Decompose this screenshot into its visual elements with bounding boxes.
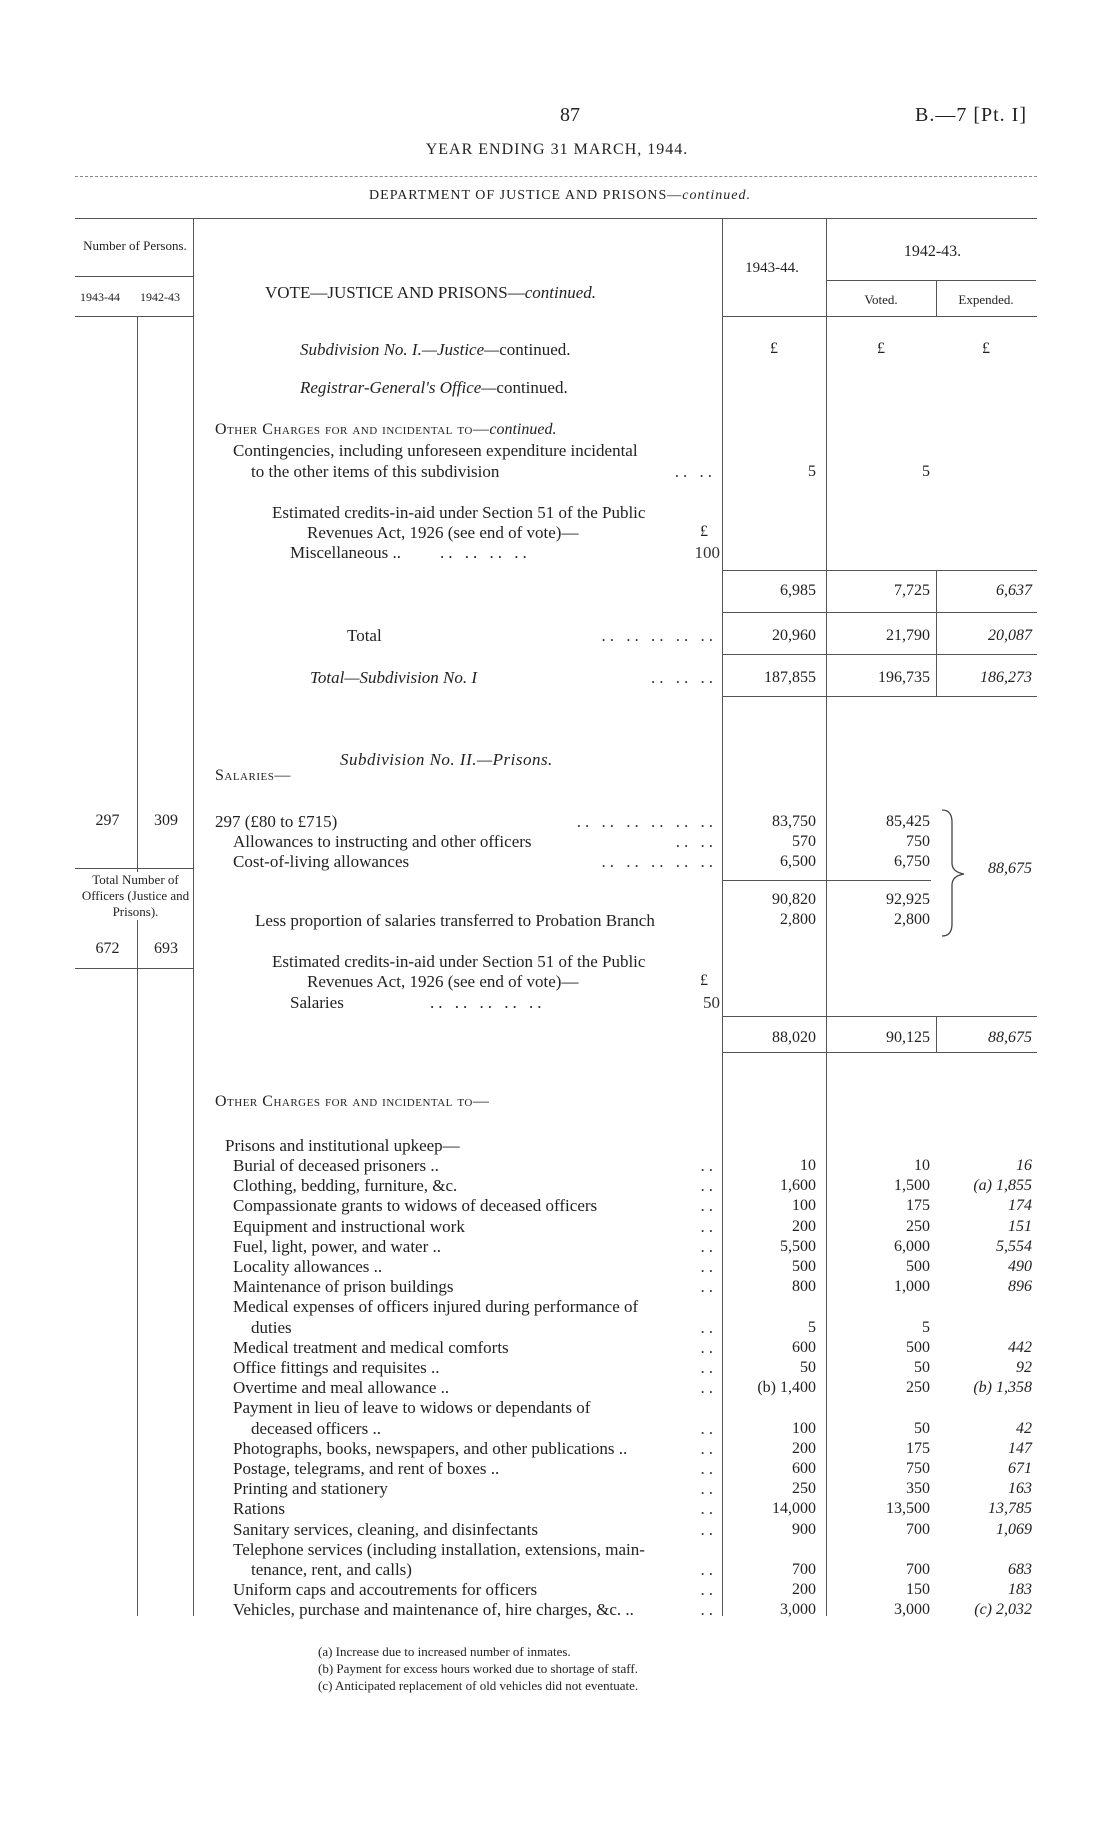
charge-1943: 10 xyxy=(800,1157,816,1174)
charge-expended: 442 xyxy=(1008,1339,1032,1356)
charge-row xyxy=(233,1358,717,1378)
charge-label: deceased officers .. xyxy=(251,1419,381,1438)
sub1-credits-value: 100 xyxy=(694,543,720,562)
charge-voted: 3,000 xyxy=(894,1601,930,1618)
subdivision-1-title xyxy=(300,340,571,360)
charge-expended: 16 xyxy=(1016,1157,1032,1174)
charge-expended: 1,069 xyxy=(996,1521,1032,1538)
total-officers-1942: 693 xyxy=(154,940,178,957)
sub2-credits-item: Salaries xyxy=(290,993,344,1012)
persons-right-rule xyxy=(193,218,194,1616)
total-officers-title: Total Number of Officers (Justice and Prisons). xyxy=(78,872,193,920)
sub2-net-rule xyxy=(722,1016,1037,1017)
document-reference: B.—7 [Pt. I] xyxy=(915,104,1027,126)
charge-1943: 600 xyxy=(792,1460,816,1477)
page-number: 87 xyxy=(560,104,580,126)
leader-dots: .. xyxy=(700,1419,717,1438)
sub1-credits-line-2: Revenues Act, 1926 (see end of vote)— xyxy=(307,523,579,542)
charge-1943: 600 xyxy=(792,1339,816,1356)
contingencies-label: to the other items of this subdivision xyxy=(251,462,500,481)
charge-row xyxy=(233,1297,717,1317)
column-1943-44: 1943-44. xyxy=(745,260,799,276)
sub2-credits-value: 50 xyxy=(703,993,720,1012)
charge-1943: 5,500 xyxy=(780,1238,816,1255)
sub1-subtotal-expended: 6,637 xyxy=(996,582,1032,599)
leader-dots: .. xyxy=(700,1479,717,1498)
persons-1943-header: 1943-44 xyxy=(80,290,120,304)
salary-row xyxy=(233,832,717,852)
charge-row xyxy=(251,1419,717,1439)
charge-row xyxy=(251,1560,717,1580)
sub2-net-1943: 88,020 xyxy=(772,1029,816,1046)
sub1-grand-label: Total—Subdivision No. I xyxy=(310,668,478,687)
charge-voted: 175 xyxy=(906,1197,930,1214)
subdivision-2-title: Subdivision No. II.—Prisons. xyxy=(340,750,553,769)
salary-sum-voted: 92,925 xyxy=(886,891,930,908)
charge-expended: 183 xyxy=(1008,1581,1032,1598)
persons-divider xyxy=(137,316,138,1616)
charge-row xyxy=(233,1237,717,1257)
charge-voted: 13,500 xyxy=(886,1500,930,1517)
sub1-subtotal-rule xyxy=(722,570,1037,571)
charge-voted: 350 xyxy=(906,1480,930,1497)
charge-row xyxy=(251,1318,717,1338)
leader-dots: .. xyxy=(700,1257,717,1276)
charge-label: Uniform caps and accoutrements for officers xyxy=(233,1580,538,1599)
leader-dots: .. xyxy=(700,1277,717,1296)
leader-dots: .. xyxy=(700,1338,717,1357)
charge-label: Overtime and meal allowance .. xyxy=(233,1378,450,1397)
charge-1943: 900 xyxy=(792,1521,816,1538)
less-proportion-label: Less proportion of salaries transferred to Probation Branch xyxy=(255,911,655,930)
footnote-a: (a) Increase due to increased number of inmates. xyxy=(318,1644,571,1659)
charge-label: Postage, telegrams, and rent of boxes .. xyxy=(233,1459,500,1478)
charge-row xyxy=(233,1196,717,1216)
salary-sum-rule xyxy=(722,880,931,881)
charge-1943: 100 xyxy=(792,1197,816,1214)
charge-row xyxy=(233,1600,717,1620)
leader-dots: .. .. .. .. .. xyxy=(601,852,717,871)
sub1-total-row xyxy=(347,626,717,646)
sub1-total-expended: 20,087 xyxy=(988,627,1032,644)
charge-row xyxy=(233,1257,717,1277)
column-header-bottom-rule xyxy=(722,316,1037,317)
persons-header-bottom-rule xyxy=(75,316,193,317)
column-1942-rule xyxy=(826,280,1036,281)
sub1-credits-item: Miscellaneous .. xyxy=(290,543,401,562)
leader-dots: .. xyxy=(700,1560,717,1579)
charge-row xyxy=(233,1499,717,1519)
expended-header-rule xyxy=(936,280,937,316)
charge-voted: 5 xyxy=(922,1319,930,1336)
sub2-net-expended: 88,675 xyxy=(988,1029,1032,1046)
charge-label: duties xyxy=(251,1318,292,1337)
persons-1942-header: 1942-43 xyxy=(140,290,180,304)
sub1-total-1943: 20,960 xyxy=(772,627,816,644)
contingencies-line-1: Contingencies, including unforeseen expenditure incidental xyxy=(233,441,638,460)
sub2-net-bottom-rule xyxy=(722,1052,1037,1053)
leader-dots: .. xyxy=(700,1318,717,1337)
charge-voted: 700 xyxy=(906,1561,930,1578)
charge-1943: 500 xyxy=(792,1258,816,1275)
charge-1943: 250 xyxy=(792,1480,816,1497)
sub1-total-rule xyxy=(722,612,1037,613)
pound-sign-1943: £ xyxy=(770,340,778,357)
charge-label: Equipment and instructional work xyxy=(233,1217,465,1236)
charge-expended: (a) 1,855 xyxy=(973,1177,1032,1194)
department-title xyxy=(280,188,840,204)
charge-label: Compassionate grants to widows of deceased officers xyxy=(233,1196,598,1215)
charge-row xyxy=(233,1520,717,1540)
leader-dots: .. xyxy=(700,1580,717,1599)
column-voted: Voted. xyxy=(864,292,898,307)
charge-label: Locality allowances .. xyxy=(233,1257,383,1276)
charge-expended: (c) 2,032 xyxy=(974,1601,1032,1618)
salary-label: Cost-of-living allowances xyxy=(233,852,410,871)
sub2-credits-pound: £ xyxy=(700,972,708,989)
leader-dots: .. xyxy=(700,1378,717,1397)
sub1-other-charges xyxy=(215,421,556,439)
leader-dots: .. .. .. xyxy=(651,668,717,687)
charge-1943: 200 xyxy=(792,1581,816,1598)
subdivision-1-name: Subdivision No. I.—Justice— xyxy=(300,340,500,359)
leader-dots: .. .. .. .. .. .. xyxy=(576,812,717,831)
salaries-expended: 88,675 xyxy=(988,860,1032,877)
charge-row xyxy=(233,1277,717,1297)
charge-label: Payment in lieu of leave to widows or dependants of xyxy=(233,1398,591,1417)
charge-label: Rations xyxy=(233,1499,285,1518)
charge-voted: 750 xyxy=(906,1460,930,1477)
persons-column-title: Number of Persons. xyxy=(83,238,187,253)
charge-voted: 150 xyxy=(906,1581,930,1598)
leader-dots: .. xyxy=(700,1600,717,1619)
charge-1943: 700 xyxy=(792,1561,816,1578)
leader-dots: .. xyxy=(700,1176,717,1195)
subdivision-1-continued: continued. xyxy=(499,340,571,359)
charge-label: Fuel, light, power, and water .. xyxy=(233,1237,441,1256)
leader-dots: .. xyxy=(700,1237,717,1256)
header-rule xyxy=(75,176,1037,177)
charge-voted: 500 xyxy=(906,1258,930,1275)
office-title xyxy=(300,378,568,398)
charge-label: Clothing, bedding, furniture, &c. xyxy=(233,1176,458,1195)
charge-row xyxy=(233,1156,717,1176)
charge-label: Office fittings and requisites .. xyxy=(233,1358,440,1377)
contingencies-1943: 5 xyxy=(808,463,816,480)
leader-dots: .. .. xyxy=(674,462,716,481)
leader-dots: .. .. .. .. .. xyxy=(601,626,717,645)
salary-label: Allowances to instructing and other officers xyxy=(233,832,532,851)
sub1-grand-rule xyxy=(722,654,1037,655)
charge-voted: 1,500 xyxy=(894,1177,930,1194)
charge-1943: 1,600 xyxy=(780,1177,816,1194)
vote-title xyxy=(265,283,596,303)
upkeep-heading: Prisons and institutional upkeep— xyxy=(225,1136,460,1155)
leader-dots: .. xyxy=(700,1156,717,1175)
sub1-other-charges-continued: continued. xyxy=(489,421,557,438)
leader-dots: .. .. .. .. .. xyxy=(430,993,546,1012)
charge-row xyxy=(233,1479,717,1499)
charge-expended: (b) 1,358 xyxy=(973,1379,1032,1396)
charge-row xyxy=(233,1338,717,1358)
less-proportion-voted: 2,800 xyxy=(894,911,930,928)
charge-expended: 174 xyxy=(1008,1197,1032,1214)
leader-dots: .. xyxy=(700,1459,717,1478)
sub1-grand-row xyxy=(310,668,717,688)
salary-label: 297 (£80 to £715) xyxy=(215,812,338,831)
charge-label: Printing and stationery xyxy=(233,1479,388,1498)
office-name: Registrar-General's Office— xyxy=(300,378,497,397)
leader-dots: .. .. xyxy=(675,832,717,851)
charge-voted: 6,000 xyxy=(894,1238,930,1255)
persons-total-bottom-rule xyxy=(75,968,193,969)
charge-voted: 50 xyxy=(914,1420,930,1437)
sub1-total-label: Total xyxy=(347,626,382,645)
salary-voted: 85,425 xyxy=(886,813,930,830)
sub1-credits-misc xyxy=(290,543,720,563)
salary-row xyxy=(233,852,717,872)
year-title: YEAR ENDING 31 MARCH, 1944. xyxy=(425,141,689,158)
sub1-other-charges-label: Other Charges for and incidental to— xyxy=(215,421,490,438)
salary-1943: 83,750 xyxy=(772,813,816,830)
leader-dots: .. xyxy=(700,1439,717,1458)
charge-label: Burial of deceased prisoners .. xyxy=(233,1156,439,1175)
column-1942-43: 1942-43. xyxy=(903,243,962,260)
charge-row xyxy=(233,1176,717,1196)
less-proportion-1943: 2,800 xyxy=(780,911,816,928)
salary-voted: 6,750 xyxy=(894,853,930,870)
charge-row xyxy=(233,1398,717,1418)
table-top-rule xyxy=(75,218,1037,219)
salary-sum-1943: 90,820 xyxy=(772,891,816,908)
charge-1943: 100 xyxy=(792,1420,816,1437)
salary-1943: 6,500 xyxy=(780,853,816,870)
charge-voted: 50 xyxy=(914,1359,930,1376)
sub2-credits-salaries xyxy=(290,993,720,1013)
charge-expended: 671 xyxy=(1008,1460,1032,1477)
pound-sign-voted: £ xyxy=(877,340,885,357)
charge-label: Sanitary services, cleaning, and disinfectants xyxy=(233,1520,538,1539)
charge-1943: 800 xyxy=(792,1278,816,1295)
charge-voted: 10 xyxy=(914,1157,930,1174)
charge-voted: 700 xyxy=(906,1521,930,1538)
charge-row xyxy=(233,1459,717,1479)
charge-expended: 490 xyxy=(1008,1258,1032,1275)
salary-row xyxy=(215,812,717,832)
department-continued: continued. xyxy=(682,188,751,203)
charge-1943: (b) 1,400 xyxy=(757,1379,816,1396)
charge-expended: 92 xyxy=(1016,1359,1032,1376)
charge-1943: 50 xyxy=(800,1359,816,1376)
vote-continued: continued. xyxy=(524,283,597,302)
sub1-grand-expended: 186,273 xyxy=(980,669,1032,686)
charge-row xyxy=(233,1439,717,1459)
charge-expended: 13,785 xyxy=(988,1500,1032,1517)
charge-expended: 163 xyxy=(1008,1480,1032,1497)
charge-1943: 200 xyxy=(792,1440,816,1457)
persons-1942-prisons: 309 xyxy=(154,812,178,829)
sub1-bottom-rule xyxy=(722,696,1037,697)
charge-expended: 5,554 xyxy=(996,1238,1032,1255)
charge-voted: 250 xyxy=(906,1379,930,1396)
charge-voted: 250 xyxy=(906,1218,930,1235)
sub1-total-voted: 21,790 xyxy=(886,627,930,644)
charge-voted: 500 xyxy=(906,1339,930,1356)
charge-label: Vehicles, purchase and maintenance of, hire charges, &c. .. xyxy=(233,1600,634,1619)
leader-dots: .. .. .. .. xyxy=(440,543,531,562)
charge-expended: 683 xyxy=(1008,1561,1032,1578)
salary-1943: 570 xyxy=(792,833,816,850)
contingencies-line-2 xyxy=(251,462,716,482)
charge-1943: 5 xyxy=(808,1319,816,1336)
column-expended: Expended. xyxy=(958,292,1014,307)
total-officers-1943: 672 xyxy=(95,940,120,957)
charge-expended: 42 xyxy=(1016,1420,1032,1437)
footnote-c: (c) Anticipated replacement of old vehicles did not eventuate. xyxy=(318,1678,639,1693)
leader-dots: .. xyxy=(700,1217,717,1236)
charge-expended: 147 xyxy=(1008,1440,1032,1457)
sub1-subtotal-voted: 7,725 xyxy=(894,582,930,599)
charge-row xyxy=(233,1580,717,1600)
brace-icon xyxy=(938,808,978,938)
charge-expended: 896 xyxy=(1008,1278,1032,1295)
sub2-credits-line-1: Estimated credits-in-aid under Section 51 of the Public xyxy=(272,952,646,971)
charge-label: Medical treatment and medical comforts xyxy=(233,1338,509,1357)
salary-voted: 750 xyxy=(906,833,930,850)
charge-label: Medical expenses of officers injured during performance of xyxy=(233,1297,639,1316)
charge-1943: 200 xyxy=(792,1218,816,1235)
salaries-heading: Salaries— xyxy=(215,767,291,784)
charge-label: Maintenance of prison buildings xyxy=(233,1277,454,1296)
leader-dots: .. xyxy=(700,1196,717,1215)
sub1-subtotal-1943: 6,985 xyxy=(780,582,816,599)
sub2-credits-line-2: Revenues Act, 1926 (see end of vote)— xyxy=(307,972,579,991)
charge-expended: 151 xyxy=(1008,1218,1032,1235)
footnote-b: (b) Payment for excess hours worked due to shortage of staff. xyxy=(318,1661,638,1676)
charge-label: Photographs, books, newspapers, and other publications .. xyxy=(233,1439,628,1458)
charge-row xyxy=(233,1378,717,1398)
pound-sign-expended: £ xyxy=(982,340,990,357)
charge-label: tenance, rent, and calls) xyxy=(251,1560,412,1579)
sub1-grand-1943: 187,855 xyxy=(764,669,816,686)
charge-label: Telephone services (including installation, extensions, main- xyxy=(233,1540,645,1559)
leader-dots: .. xyxy=(700,1358,717,1377)
charge-1943: 3,000 xyxy=(780,1601,816,1618)
sub1-grand-voted: 196,735 xyxy=(878,669,930,686)
vote-name: VOTE—JUSTICE AND PRISONS— xyxy=(265,283,525,302)
persons-total-top-rule xyxy=(75,868,193,869)
sub2-other-charges: Other Charges for and incidental to— xyxy=(215,1093,490,1110)
charge-row xyxy=(233,1217,717,1237)
charge-1943: 14,000 xyxy=(772,1500,816,1517)
sub2-net-voted: 90,125 xyxy=(886,1029,930,1046)
charge-row xyxy=(233,1540,717,1560)
department-name: DEPARTMENT OF JUSTICE AND PRISONS— xyxy=(369,188,683,203)
sub1-credits-pound: £ xyxy=(700,523,708,540)
charge-voted: 175 xyxy=(906,1440,930,1457)
contingencies-voted: 5 xyxy=(922,463,930,480)
sub1-credits-line-1: Estimated credits-in-aid under Section 51 of the Public xyxy=(272,503,646,522)
persons-1943-prisons: 297 xyxy=(95,812,120,829)
leader-dots: .. xyxy=(700,1499,717,1518)
charge-voted: 1,000 xyxy=(894,1278,930,1295)
office-continued: continued. xyxy=(496,378,568,397)
leader-dots: .. xyxy=(700,1520,717,1539)
persons-header-rule xyxy=(75,276,193,277)
